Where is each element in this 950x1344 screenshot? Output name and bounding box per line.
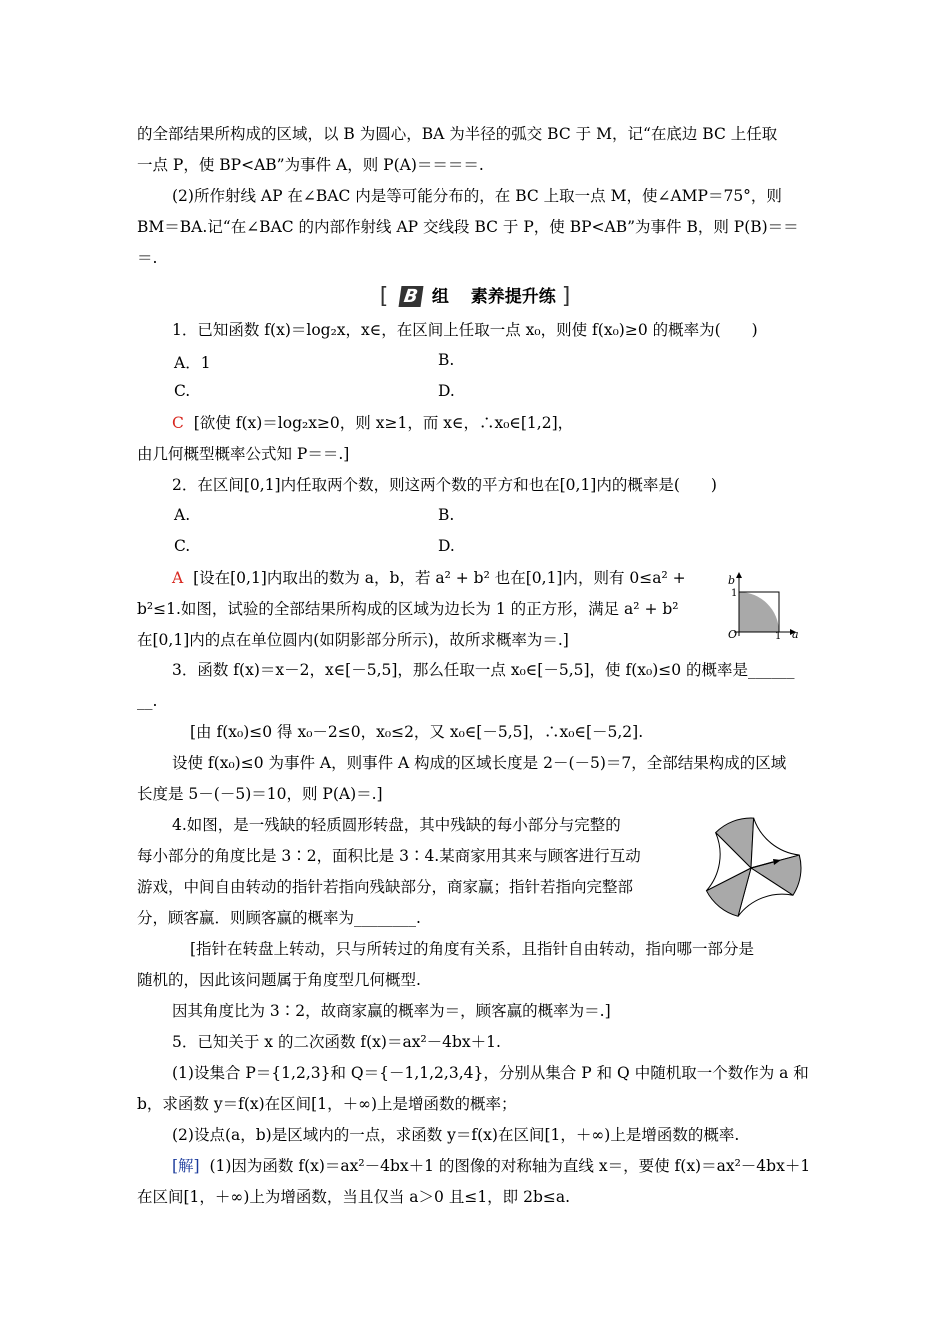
header-left-bracket: [ <box>379 284 389 309</box>
text-line: (2)所作射线 AP 在∠BAC 内是等可能分布的，在 BC 上取一点 M，使∠AMP＝75°，则 <box>172 187 782 205</box>
q5-solution: 在区间[1，＋∞)上为增函数，当且仅当 a＞0 且≤1，即 2b≤a. <box>137 1188 571 1206</box>
header-title: 素养提升练 <box>470 287 556 307</box>
axis-label-a: a <box>792 628 799 641</box>
q3-answer: [由 f(x₀)≤0 得 x₀－2≤0，x₀≤2，又 x₀∈[－5,5]，∴x₀∈[－5,2]. <box>190 723 644 741</box>
q3-answer: 长度是 5－(－5)＝10，则 P(A)＝.] <box>137 785 383 803</box>
q2-option-d: D. <box>438 537 455 555</box>
q1-option-a: A．1 <box>174 354 211 372</box>
y-axis-arrow <box>736 572 742 578</box>
axis-label-b: b <box>728 574 736 587</box>
q4-answer: 随机的，因此该问题属于角度型几何概型. <box>137 971 421 989</box>
tick-x-1: 1 <box>775 631 782 642</box>
q2-option-b: B. <box>438 506 455 524</box>
q5-solution <box>172 1156 810 1176</box>
header-group-letter: B <box>399 286 424 307</box>
q2-answer <box>172 568 686 588</box>
question-4: 每小部分的角度比是 3∶2，面积比是 3∶4.某商家用其来与顾客进行互动 <box>137 847 641 865</box>
quarter-circle-shade <box>739 592 779 632</box>
q1-option-c: C. <box>174 382 191 400</box>
text-line: ＝. <box>137 249 158 267</box>
question-3: 3．函数 f(x)＝x－2，x∈[－5,5]，那么任取一点 x₀∈[－5,5]，使 f(x₀)≤0 的概率是______ <box>172 661 795 679</box>
solution-text: (1)因为函数 f(x)＝ax²－4bx＋1 的图像的对称轴为直线 x＝，要使 f(x)＝ax²－4bx＋1 <box>209 1157 811 1175</box>
q3-answer: 设使 f(x₀)≤0 为事件 A，则事件 A 构成的区域长度是 2－(－5)＝7，全部结果构成的区域 <box>172 754 787 772</box>
question-4: 分，顾客赢．则顾客赢的概率为________. <box>137 909 421 927</box>
text-line: 一点 P，使 BP<AB”为事件 A，则 P(A)＝＝＝＝. <box>137 156 484 174</box>
q2-answer-cont: b²≤1.如图，试验的全部结果所构成的区域为边长为 1 的正方形，满足 a² + b² <box>137 600 679 618</box>
section-header <box>0 282 950 309</box>
text-line: 的全部结果所构成的区域，以 B 为圆心，BA 为半径的弧交 BC 于 M，记“在底边 BC 上任取 <box>137 125 778 143</box>
q1-answer-text: [欲使 f(x)＝log₂x≥0，则 x≥1，而 x∈，∴x₀∈[1,2]， <box>193 414 574 432</box>
question-1: 1．已知函数 f(x)＝log₂x，x∈，在区间上任取一点 x₀，则使 f(x₀)≥0 的概率为( ) <box>172 321 758 339</box>
question-2: 2．在区间[0,1]内任取两个数，则这两个数的平方和也在[0,1]内的概率是( ) <box>172 476 717 494</box>
question-5-part1: (1)设集合 P＝{1,2,3}和 Q＝{－1,1,2,3,4}，分别从集合 P 和 Q 中随机取一个数作为 a 和 <box>172 1064 809 1082</box>
q2-answer-letter: A <box>172 569 184 587</box>
question-5-part1: b，求函数 y＝f(x)在区间[1，＋∞)上是增函数的概率； <box>137 1095 517 1113</box>
text-line: BM＝BA.记“在∠BAC 的内部作射线 AP 交线段 BC 于 P，使 BP<AB”为事件 B，则 P(B)＝＝ <box>137 218 799 236</box>
q1-answer-letter: C <box>172 414 184 432</box>
q2-option-a: A. <box>174 506 191 524</box>
q1-answer <box>172 413 573 433</box>
q1-option-d: D. <box>438 382 455 400</box>
q1-option-b: B. <box>438 351 455 369</box>
header-right-bracket: ] <box>561 284 571 309</box>
q4-answer: [指针在转盘上转动，只与所转过的角度有关系，且指针自由转动，指向哪一部分是 <box>190 940 755 958</box>
question-4: 4.如图，是一残缺的轻质圆形转盘，其中残缺的每小部分与完整的 <box>172 816 621 834</box>
q2-figure <box>722 568 800 642</box>
question-3-cont: __. <box>137 692 158 710</box>
question-5: 5．已知关于 x 的二次函数 f(x)＝ax²－4bx＋1. <box>172 1033 501 1051</box>
solution-tag: [解] <box>172 1157 200 1175</box>
q2-answer-text: [设在[0,1]内取出的数为 a，b，若 a² + b² 也在[0,1]内，则有 0≤a² + <box>193 569 686 587</box>
q2-answer-cont: 在[0,1]内的点在单位圆内(如阴影部分所示)，故所求概率为＝.] <box>137 631 569 649</box>
question-5-part2: (2)设点(a，b)是区域内的一点，求函数 y＝f(x)在区间[1，＋∞)上是增函数的概率. <box>172 1126 740 1144</box>
header-group-word: 组 <box>431 287 449 307</box>
q4-spinner-figure <box>693 815 809 921</box>
tick-y-1: 1 <box>731 588 738 599</box>
question-4: 游戏，中间自由转动的指针若指向残缺部分，商家赢；指针若指向完整部 <box>137 878 634 896</box>
q2-option-c: C. <box>174 537 191 555</box>
q1-answer-cont: 由几何概型概率公式知 P＝＝.] <box>137 445 350 463</box>
q4-answer: 因其角度比为 3∶2，故商家赢的概率为＝，顾客赢的概率为＝.] <box>172 1002 611 1020</box>
origin-label: O <box>728 628 738 641</box>
